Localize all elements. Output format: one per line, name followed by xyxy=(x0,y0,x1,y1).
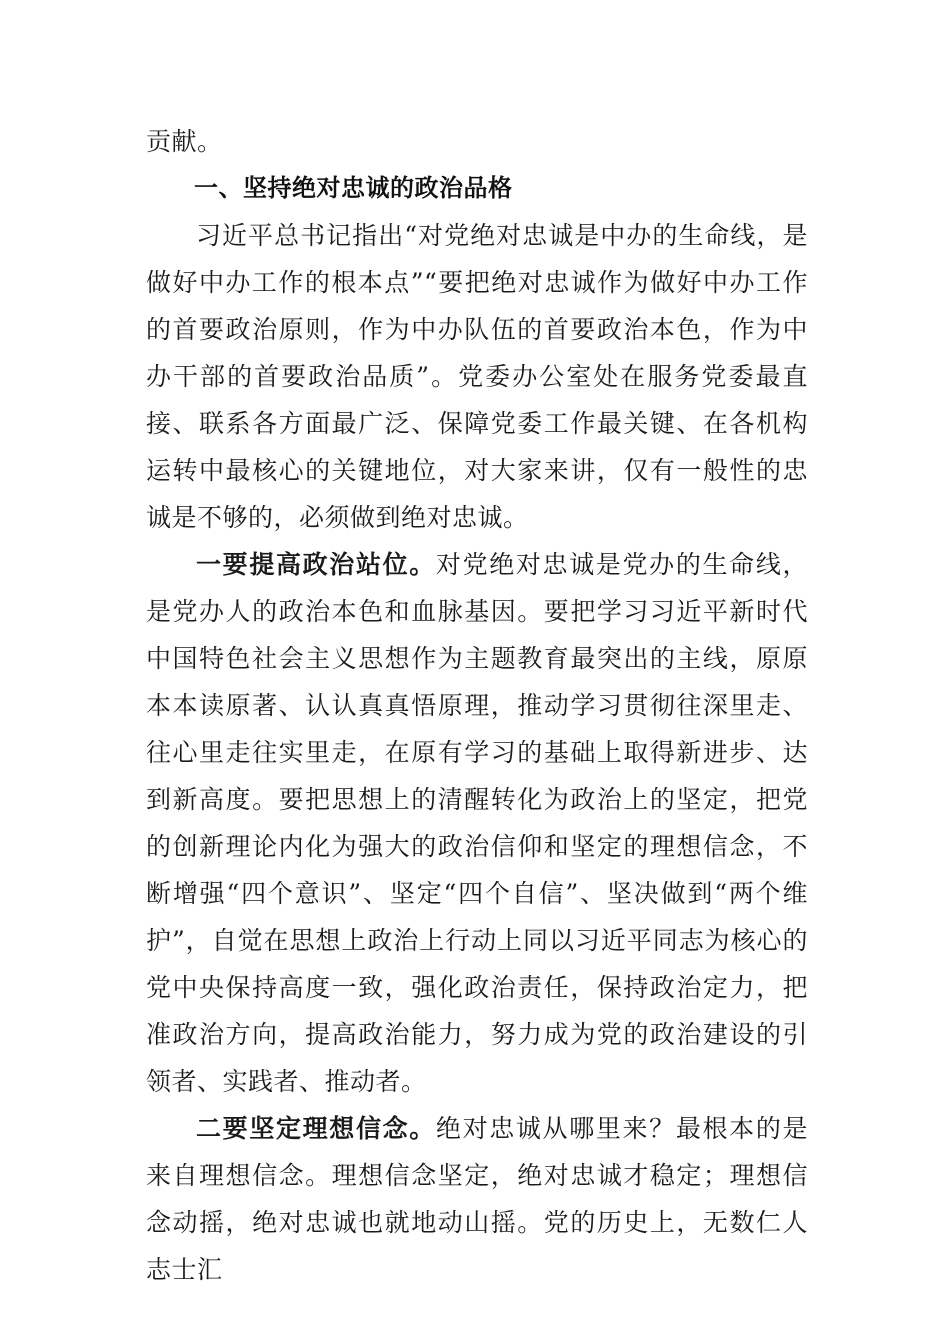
point-1-paragraph xyxy=(146,541,808,1105)
document-body xyxy=(146,118,808,1293)
section-heading: 一、坚持绝对忠诚的政治品格 xyxy=(194,174,513,202)
point-2-body: 绝对忠诚从哪里来？最根本的是来自理想信念。理想信念坚定，绝对忠诚才稳定；理想信念动摇，绝对忠诚也就地动山摇。党的历史上，无数仁人志士汇 xyxy=(146,1114,808,1284)
point-1-body: 对党绝对忠诚是党办的生命线，是党办人的政治本色和血脉基因。要把学习习近平新时代中国特色社会主义思想作为主题教育最突出的主线，原原本本读原著、认认真真悟原理，推动学习贯彻往深里走、往心里走往实里走，在原有学习的基础上取得新进步、达到新高度。要把思想上的清醒转化为政治上的坚定，把党的创新理论内化为强大的政治信仰和坚定的理想信念，不断增强“四个意识”、坚定“四个自信”、坚决做到“两个维护”，自觉在思想上政治上行动上同以习近平同志为核心的党中央保持高度一致，强化政治责任，保持政治定力，把准政治方向，提高政治能力，努力成为党的政治建设的引领者、实践者、推动者。 xyxy=(146,550,808,1096)
continuation-text: 贡献。 xyxy=(146,127,223,156)
point-1-lead: 一要提高政治站位。 xyxy=(196,550,436,579)
point-2-paragraph xyxy=(146,1105,808,1293)
point-2-lead: 二要坚定理想信念。 xyxy=(196,1114,436,1143)
intro-paragraph: 习近平总书记指出“对党绝对忠诚是中办的生命线，是做好中办工作的根本点”“要把绝对忠诚作为做好中办工作的首要政治原则，作为中办队伍的首要政治本色，作为中办干部的首要政治品质”。党委办公室处在服务党委最直接、联系各方面最广泛、保障党委工作最关键、在各机构运转中最核心的关键地位，对大家来讲，仅有一般性的忠诚是不够的，必须做到绝对忠诚。 xyxy=(146,221,808,532)
